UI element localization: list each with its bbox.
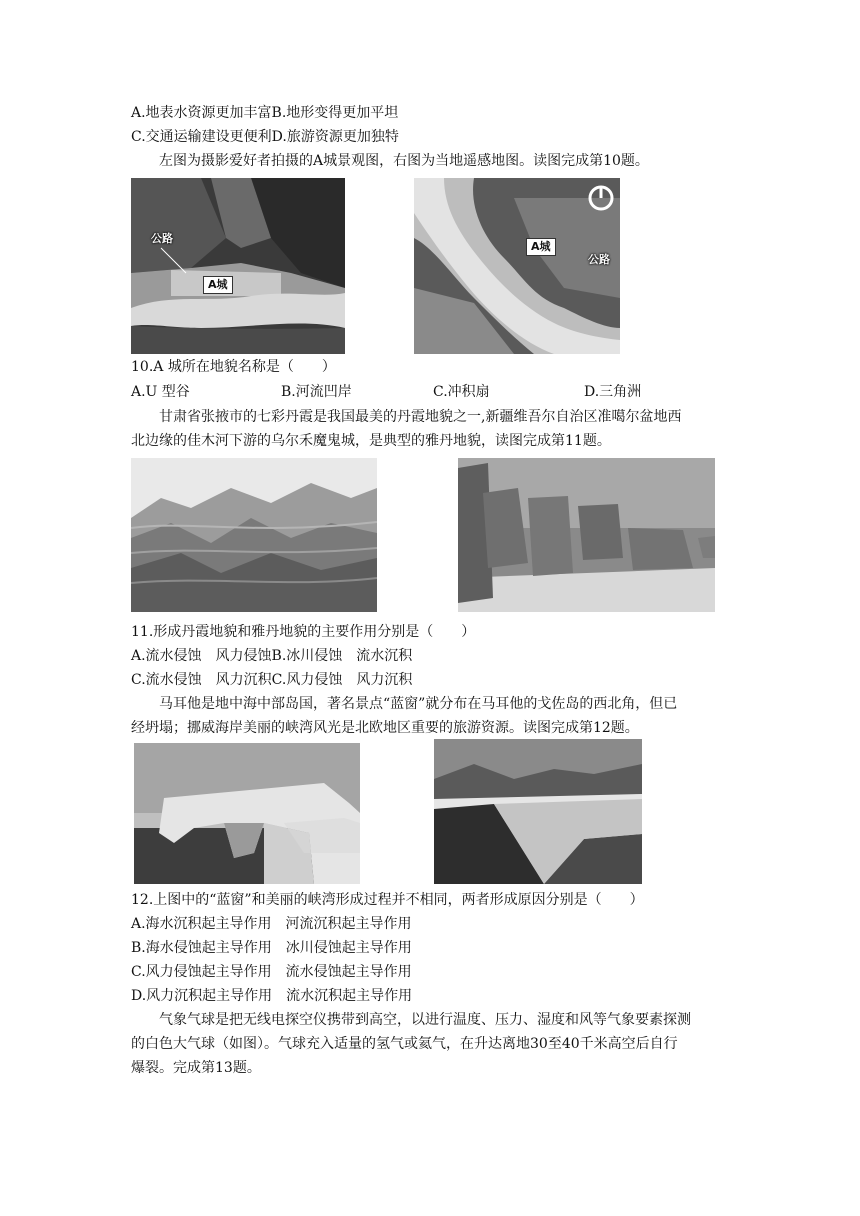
prev-question-options-line-1: A.地表水资源更加丰富B.地形变得更加平坦 bbox=[131, 105, 399, 121]
q12-option-a: A.海水沉积起主导作用 河流沉积起主导作用 bbox=[131, 916, 412, 932]
q10-stem: 10.A 城所在地貌名称是（ ） bbox=[131, 359, 336, 375]
q12-option-d: D.风力沉积起主导作用 流水沉积起主导作用 bbox=[131, 988, 413, 1004]
a-city-landscape-photo bbox=[131, 178, 345, 354]
q12-option-b: B.海水侵蚀起主导作用 冰川侵蚀起主导作用 bbox=[131, 940, 412, 956]
q13-intro-line-1: 气象气球是把无线电探空仪携带到高空，以进行温度、压力、湿度和风等气象要素探测 bbox=[159, 1012, 691, 1028]
right-road-label: 公路 bbox=[588, 253, 610, 266]
q12-intro-line-1: 马耳他是地中海中部岛国，著名景点“蓝窗”就分布在马耳他的戈佐岛的西北角，但已 bbox=[159, 696, 678, 712]
q12-intro-line-2: 经坍塌；挪威海岸美丽的峡湾风光是北欧地区重要的旅游资源。读图完成第12题。 bbox=[131, 720, 639, 736]
q10-option-c: C.冲积扇 bbox=[433, 384, 490, 400]
q12-stem: 12.上图中的“蓝窗”和美丽的峡湾形成过程并不相同，两者形成原因分别是（ ） bbox=[131, 892, 644, 908]
yardang-landform-photo bbox=[458, 458, 715, 612]
norway-fjord-photo bbox=[434, 739, 642, 884]
q13-intro-line-3: 爆裂。完成第13题。 bbox=[131, 1060, 261, 1076]
q10-intro: 左图为摄影爱好者拍摄的A城景观图，右图为当地遥感地图。读图完成第10题。 bbox=[159, 153, 649, 169]
left-road-label: 公路 bbox=[151, 232, 173, 245]
q13-intro-line-2: 的白色大气球（如图）。气球充入适量的氢气或氦气，在升达离地30至40千米高空后自行 bbox=[131, 1036, 678, 1052]
q11-stem: 11.形成丹霞地貌和雅丹地貌的主要作用分别是（ ） bbox=[131, 624, 476, 640]
q11-options-line-1: A.流水侵蚀 风力侵蚀B.冰川侵蚀 流水沉积 bbox=[131, 648, 413, 664]
q10-option-b: B.河流凹岸 bbox=[281, 384, 352, 400]
q12-option-c: C.风力侵蚀起主导作用 流水侵蚀起主导作用 bbox=[131, 964, 412, 980]
left-a-city-label: A城 bbox=[203, 276, 233, 294]
azure-window-photo bbox=[134, 743, 360, 884]
q11-options-line-2: C.流水侵蚀 风力沉积C.风力侵蚀 风力沉积 bbox=[131, 672, 413, 688]
q11-intro-line-2: 北边缘的佳木河下游的乌尔禾魔鬼城，是典型的雅丹地貌，读图完成第11题。 bbox=[131, 433, 611, 449]
danxia-landform-photo bbox=[131, 458, 377, 612]
prev-question-options-line-2: C.交通运输建设更便利D.旅游资源更加独特 bbox=[131, 129, 399, 145]
a-city-remote-sensing-map bbox=[414, 178, 620, 354]
q10-option-d: D.三角洲 bbox=[584, 384, 642, 400]
right-a-city-label: A城 bbox=[526, 238, 556, 256]
q11-intro-line-1: 甘肃省张掖市的七彩丹霞是我国最美的丹霞地貌之一,新疆维吾尔自治区准噶尔盆地西 bbox=[159, 409, 682, 425]
q10-option-a: A.U 型谷 bbox=[131, 384, 190, 400]
